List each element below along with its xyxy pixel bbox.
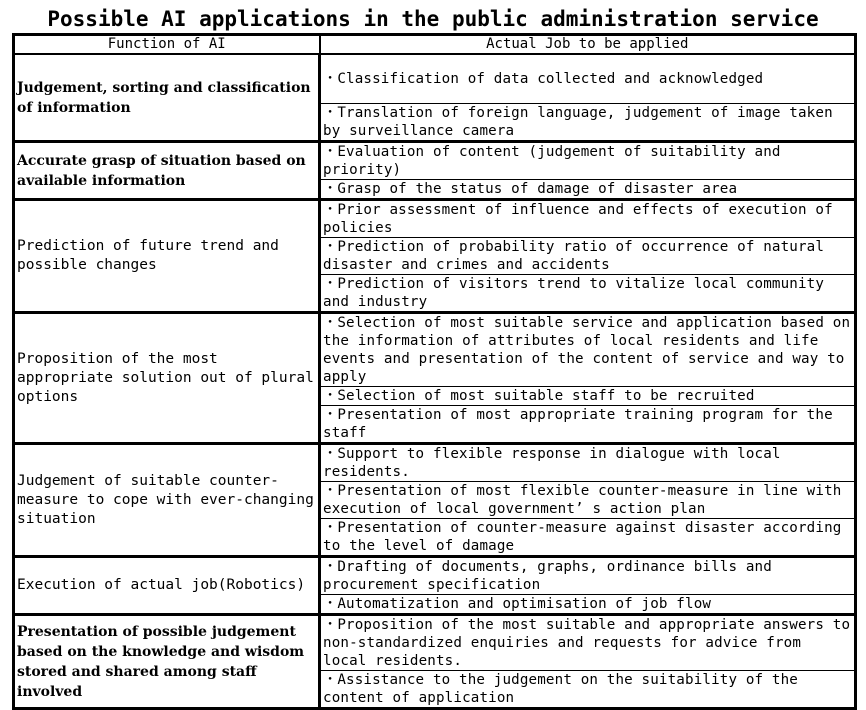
job-cell: ・Automatization and optimisation of job flow: [320, 595, 856, 615]
header-function: Function of AI: [14, 35, 320, 55]
job-cell: ・Assistance to the judgement on the suitability of the content of application: [320, 671, 856, 709]
job-cell: ・Evaluation of content (judgement of suitability and priority): [320, 142, 856, 180]
job-cell: ・Selection of most suitable service and application based on the information of attributes of local residents and life events and presentation of the content of service and way to apply: [320, 313, 856, 387]
job-cell: ・Translation of foreign language, judgement of image taken by surveillance camera: [320, 104, 856, 142]
job-cell: ・Prior assessment of influence and effects of execution of policies: [320, 200, 856, 238]
job-cell: ・Presentation of most appropriate training program for the staff: [320, 406, 856, 444]
function-cell: Prediction of future trend and possible changes: [14, 200, 320, 313]
table-row: [14, 142, 856, 180]
table-row: [14, 557, 856, 595]
job-cell: ・Support to flexible response in dialogue with local residents.: [320, 444, 856, 482]
ai-applications-table: [12, 33, 857, 710]
function-cell: Execution of actual job(Robotics): [14, 557, 320, 615]
job-cell: ・Proposition of the most suitable and appropriate answers to non-standardized enquiries and requests for advice from local residents.: [320, 615, 856, 671]
job-cell: ・Classification of data collected and acknowledged: [320, 54, 856, 104]
table-row: [14, 200, 856, 238]
table-row: [14, 54, 856, 104]
job-cell: ・Presentation of counter-measure against disaster according to the level of damage: [320, 519, 856, 557]
table-row: [14, 313, 856, 387]
job-cell: ・Selection of most suitable staff to be recruited: [320, 387, 856, 406]
function-cell: Judgement of suitable counter-measure to cope with ever-changing situation: [14, 444, 320, 557]
function-cell: Accurate grasp of situation based on available information: [14, 142, 320, 200]
job-cell: ・Presentation of most flexible counter-measure in line with execution of local government’ s action plan: [320, 482, 856, 519]
header-job: Actual Job to be applied: [320, 35, 856, 55]
function-cell: Judgement, sorting and classification of information: [14, 54, 320, 142]
header-row: [14, 35, 856, 55]
table-row: [14, 444, 856, 482]
job-cell: ・Drafting of documents, graphs, ordinance bills and procurement specification: [320, 557, 856, 595]
job-cell: ・Prediction of probability ratio of occurrence of natural disaster and crimes and accidents: [320, 238, 856, 275]
function-cell: Proposition of the most appropriate solution out of plural options: [14, 313, 320, 444]
job-cell: ・Prediction of visitors trend to vitalize local community and industry: [320, 275, 856, 313]
table-row: [14, 615, 856, 671]
page-title: Possible AI applications in the public administration service: [47, 7, 819, 31]
function-cell: Presentation of possible judgement based on the knowledge and wisdom stored and shared among staff involved: [14, 615, 320, 709]
job-cell: ・Grasp of the status of damage of disaster area: [320, 180, 856, 200]
